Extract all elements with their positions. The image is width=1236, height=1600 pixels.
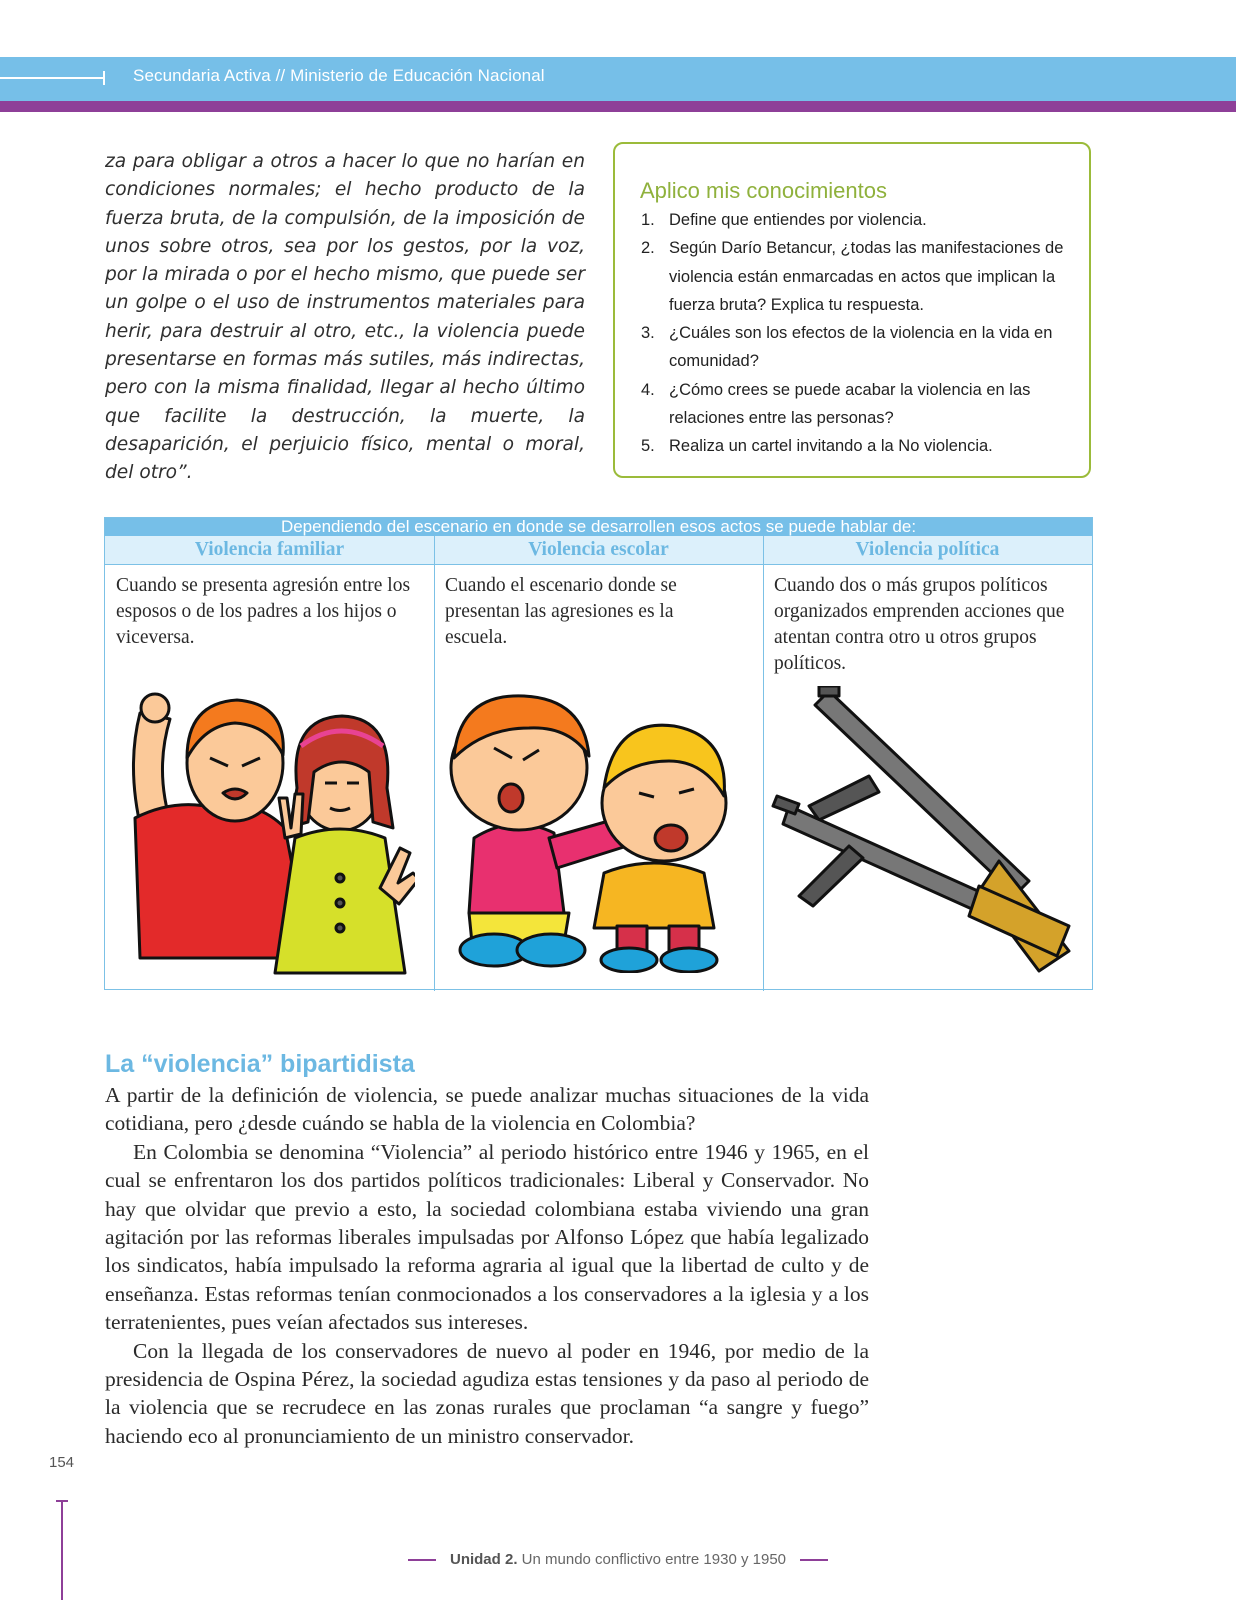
- violence-types-table: [104, 517, 1093, 990]
- left-margin-rule: [61, 1500, 63, 1600]
- quote-text: za para obligar a otros a hacer lo que no harían en condiciones normales; el hecho producto de la fuerza bruta, de la compulsión, de la imposición de unos sobre otros, sea por los gestos, por la voz, por la mirada o por el hecho mismo, que puede ser un golpe o el uso de instrumentos materiales para herir, para destruir al otro, etc., la violencia puede presentarse en formas más sutiles, más indirectas, pero con la misma finalidad, llegar al hecho último que facilite la destrucción, la muerte, la desaparición, el perjuicio físico, mental o moral, del otro”.: [105, 151, 585, 484]
- footer-unit: Unidad 2.: [449, 1551, 518, 1568]
- column-header-escolar: Violencia escolar: [434, 536, 763, 564]
- activity-item-number: 4.: [641, 380, 655, 399]
- couple-arguing-illustration: [115, 688, 415, 978]
- header-title: Secundaria Activa // Ministerio de Educación Nacional: [133, 66, 545, 85]
- header-accent-band: [0, 101, 1236, 112]
- children-fighting-illustration: [439, 688, 749, 973]
- header-rule: [0, 77, 104, 79]
- activity-item: [641, 206, 1079, 234]
- table-caption: Dependiendo del escenario en donde se desarrollen esos actos se puede hablar de:: [105, 518, 1092, 536]
- paragraph: Con la llegada de los conservadores de nuevo al poder en 1946, por medio de la presidencia de Ospina Pérez, la sociedad agudiza estas tensiones y da paso al periodo de la violencia que se recrudece en las zonas rurales que proclaman “a sangre y fuego” haciendo eco al pronunciamiento de un ministro conservador.: [105, 1338, 869, 1448]
- cell-text-familiar: Cuando se presenta agresión entre los esposos o de los padres a los hijos o viceversa.: [116, 575, 411, 648]
- footer-title: Un mundo conflictivo entre 1930 y 1950: [521, 1551, 787, 1568]
- page-number: 154: [49, 1454, 75, 1471]
- activity-item-text: Realiza un cartel invitando a la No violencia.: [669, 437, 993, 456]
- footer: [0, 1551, 1236, 1568]
- footer-rule-left: [408, 1559, 436, 1561]
- activity-item: [641, 234, 1079, 319]
- activity-item-text: Según Darío Betancur, ¿todas las manifestaciones de violencia están enmarcadas en actos que implican la fuerza bruta? Explica tu respuesta.: [669, 239, 1064, 314]
- paragraph: A partir de la definición de violencia, se puede analizar muchas situaciones de la vida cotidiana, pero ¿desde cuándo se habla de la violencia en Colombia?: [105, 1083, 869, 1136]
- activity-item-number: 5.: [641, 437, 655, 456]
- activity-box: [613, 142, 1091, 478]
- column-header-familiar: Violencia familiar: [105, 536, 434, 564]
- activity-item: [641, 319, 1079, 376]
- header-rule-tick: [103, 71, 105, 85]
- table-header-divider: [105, 564, 1092, 565]
- cell-text-escolar: Cuando el escenario donde se presentan las agresiones es la escuela.: [445, 575, 677, 648]
- footer-rule-right: [800, 1559, 828, 1561]
- activity-item-number: 1.: [641, 211, 655, 229]
- cell-text-politica: Cuando dos o más grupos políticos organizados emprenden acciones que atentan contra otro u otros grupos políticos.: [774, 575, 1065, 674]
- activity-item-text: ¿Cuáles son los efectos de la violencia en la vida en comunidad?: [669, 324, 1053, 371]
- section-body: [105, 1081, 869, 1450]
- activity-item: [641, 432, 1079, 460]
- crossed-rifles-illustration: [769, 686, 1079, 976]
- activity-item-number: 2.: [641, 239, 655, 258]
- activity-item: [641, 376, 1079, 433]
- column-header-politica: Violencia política: [763, 536, 1092, 564]
- section-title: La “violencia” bipartidista: [105, 1050, 415, 1078]
- activity-title: Aplico mis conocimientos: [640, 178, 887, 203]
- activity-item-number: 3.: [641, 324, 655, 343]
- activity-list: [641, 206, 1079, 461]
- table-column-divider: [434, 536, 435, 991]
- activity-item-text: Define que entiendes por violencia.: [669, 211, 927, 229]
- paragraph: En Colombia se denomina “Violencia” al periodo histórico entre 1946 y 1965, en el cual se enfrentaron los dos partidos políticos tradicionales: Liberal y Conservador. No hay que olvidar que previo a esto, la sociedad colombiana estaba viviendo una gran agitación por las reformas liberales impulsadas por Alfonso López que había legalizado los sindicatos, había impulsado la reforma agraria al igual que la libertad de culto y de enseñanza. Estas reformas tenían conmocionados a los conservadores a la iglesia y a los terratenientes, pues veían afectados sus intereses.: [105, 1139, 869, 1335]
- left-margin-rule-tick: [56, 1500, 68, 1502]
- activity-item-text: ¿Cómo crees se puede acabar la violencia en las relaciones entre las personas?: [669, 380, 1031, 428]
- table-column-divider: [763, 536, 764, 991]
